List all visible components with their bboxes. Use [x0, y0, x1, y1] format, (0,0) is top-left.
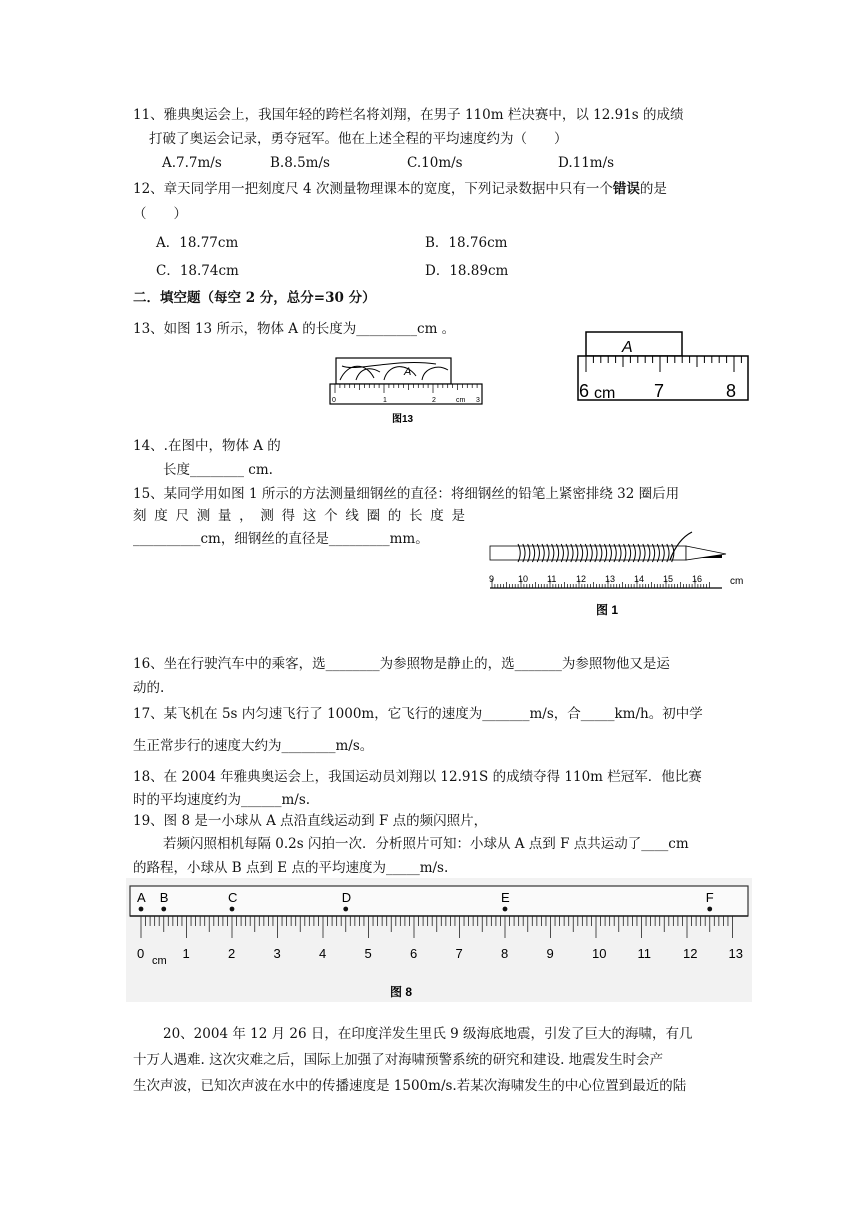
fig1-tick-label: 16: [692, 574, 703, 584]
q11-option-b: B.8.5m/s: [270, 155, 330, 171]
fig8-tick-label: 13: [728, 946, 743, 961]
q20-line3: 生次声波，已知次声波在水中的传播速度是 1500m/s.若某次海啸发生的中心位置到最近的陆: [133, 1078, 687, 1094]
q12-option-b: B．18.76cm: [425, 235, 508, 251]
ruler-label-6: 6: [579, 381, 590, 401]
q16-line1: 16、坐在行驶汽车中的乘客，选________为参照物是静止的，选_______为参照物他又是运: [133, 656, 670, 672]
q12-text-end: 的是: [639, 181, 667, 197]
ball-label: C: [228, 890, 238, 905]
fig8-unit: cm: [152, 955, 167, 967]
ball-label: F: [705, 890, 714, 905]
fig13-unit: cm: [456, 397, 466, 404]
ball-label: A: [137, 890, 146, 905]
q11-option-d: D.11m/s: [558, 155, 615, 171]
fig1-tick-label: 11: [547, 574, 557, 584]
ball-label: B: [159, 890, 169, 905]
q12-text: 12、章天同学用一把刻度尺 4 次测量物理课本的宽度，下列记录数据中只有一个: [133, 181, 613, 197]
fig8-tick-label: 10: [592, 946, 607, 961]
fig13-tick-0: 0: [332, 397, 336, 404]
fig8-tick-label: 2: [228, 946, 236, 961]
q18-line2: 时的平均速度约为______m/s.: [133, 792, 311, 808]
q15-line1: 15、某同学用如图 1 所示的方法测量细钢丝的直径：将细钢丝的铅笔上紧密排绕 32 圈后用: [133, 486, 680, 502]
object-a: [586, 332, 682, 356]
ruler-unit: cm: [594, 385, 616, 402]
fig1-tick-label: 14: [634, 574, 645, 584]
object-a-label: A: [622, 339, 633, 356]
fig8-tick-label: 3: [273, 946, 281, 961]
q16-line2: 动的.: [133, 680, 165, 696]
ball-position: [343, 907, 348, 912]
q11-option-c: C.10m/s: [407, 155, 463, 171]
fig13-tick-3: 3: [476, 397, 480, 404]
fig8-tick-label: 5: [364, 946, 372, 961]
ball-label: E: [501, 890, 510, 905]
q15-line3: __________cm，细钢丝的直径是_________mm。: [133, 531, 429, 547]
q19-line3: 的路程，小球从 B 点到 E 点的平均速度为_____m/s.: [133, 860, 449, 876]
q11-option-a: A.7.7m/s: [162, 155, 222, 171]
fig8-tick-label: 0: [137, 946, 145, 961]
photo-strip: [130, 886, 748, 916]
ruler-label-8: 8: [726, 381, 737, 401]
ruler-label-7: 7: [654, 381, 665, 401]
q12-line1: [133, 180, 667, 198]
fig1-unit: cm: [730, 576, 744, 587]
fig13-caption: 图13: [392, 414, 414, 425]
q15-line2: 刻度尺测量，测得这个线圈的长度是: [133, 508, 465, 524]
fig1-tick-label: 13: [605, 574, 616, 584]
q18-line1: 18、在 2004 年雅典奥运会上，我国运动员刘翔以 12.91S 的成绩夺得 110m 栏冠军．他比赛: [133, 769, 702, 785]
figure-ruler-a: [574, 330, 752, 406]
ball-label: D: [341, 890, 352, 905]
q19-line1: 19、图 8 是一小球从 A 点沿直线运动到 F 点的频闪照片，: [133, 813, 488, 829]
q12-emphasis-error: 错误: [612, 181, 640, 197]
q11-line1: 11、雅典奥运会上，我国年轻的跨栏名将刘翔，在男子 110m 栏决赛中，以 12.91s 的成绩: [133, 107, 684, 123]
fig8-tick-label: 12: [683, 946, 698, 961]
wood-block: [336, 358, 451, 384]
figure-13: [326, 352, 486, 428]
figure-8: [126, 878, 752, 1002]
fig8-tick-label: 6: [410, 946, 418, 961]
q20-line2: 十万人遇难. 这次灾难之后，国际上加强了对海啸预警系统的研究和建设. 地震发生时会产: [133, 1052, 664, 1068]
ball-position: [161, 907, 166, 912]
q19-line2: 若频闪照相机每隔 0.2s 闪拍一次．分析照片可知：小球从 A 点到 F 点共运动了____cm: [163, 836, 689, 852]
fig13-tick-1: 1: [383, 397, 387, 404]
fig8-tick-label: 11: [637, 946, 651, 961]
section-title: 二．填空题（每空 2 分，总分=30 分）: [133, 290, 376, 306]
ball-position: [139, 907, 144, 912]
fig1-tick-label: 10: [518, 574, 529, 584]
fig1-tick-label: 9: [489, 574, 495, 584]
q17-line2: 生正常步行的速度大约为________m/s。: [133, 738, 374, 754]
fig8-caption: 图 8: [390, 985, 413, 999]
ball-position: [707, 907, 712, 912]
fig8-tick-label: 9: [546, 946, 554, 961]
q12-option-d: D．18.89cm: [425, 263, 509, 279]
q20-line1: 20、2004 年 12 月 26 日，在印度洋发生里氏 9 级海底地震，引发了巨大的海啸，有几: [163, 1026, 693, 1042]
ball-position: [230, 907, 235, 912]
fig13-tick-2: 2: [432, 397, 436, 404]
q11-line2: 打破了奥运会记录，勇夺冠军。他在上述全程的平均速度约为（ ）: [149, 131, 568, 147]
fig8-tick-label: 4: [319, 946, 327, 961]
q14-line2: 长度________ cm.: [163, 462, 273, 478]
ball-position: [503, 907, 508, 912]
q17-line1: 17、某飞机在 5s 内匀速飞行了 1000m，它飞行的速度为_______m/s，合_____km/h。初中学: [133, 706, 703, 722]
q12-option-a: A．18.77cm: [156, 235, 239, 251]
fig8-tick-label: 1: [182, 946, 190, 961]
fig1-tick-label: 12: [576, 574, 587, 584]
fig8-tick-label: 7: [455, 946, 463, 961]
q13-text: 13、如图 13 所示，物体 A 的长度为_________cm 。: [133, 321, 456, 337]
fig1-tick-label: 15: [663, 574, 674, 584]
q14-line1: 14、.在图中，物体 A 的: [133, 438, 281, 454]
figure-1: [486, 530, 748, 622]
fig13-label-a: A: [404, 366, 412, 378]
q12-line2: （ ）: [133, 206, 187, 222]
fig8-tick-label: 8: [501, 946, 509, 961]
fig1-caption: 图 1: [596, 603, 619, 617]
q12-option-c: C．18.74cm: [156, 263, 239, 279]
